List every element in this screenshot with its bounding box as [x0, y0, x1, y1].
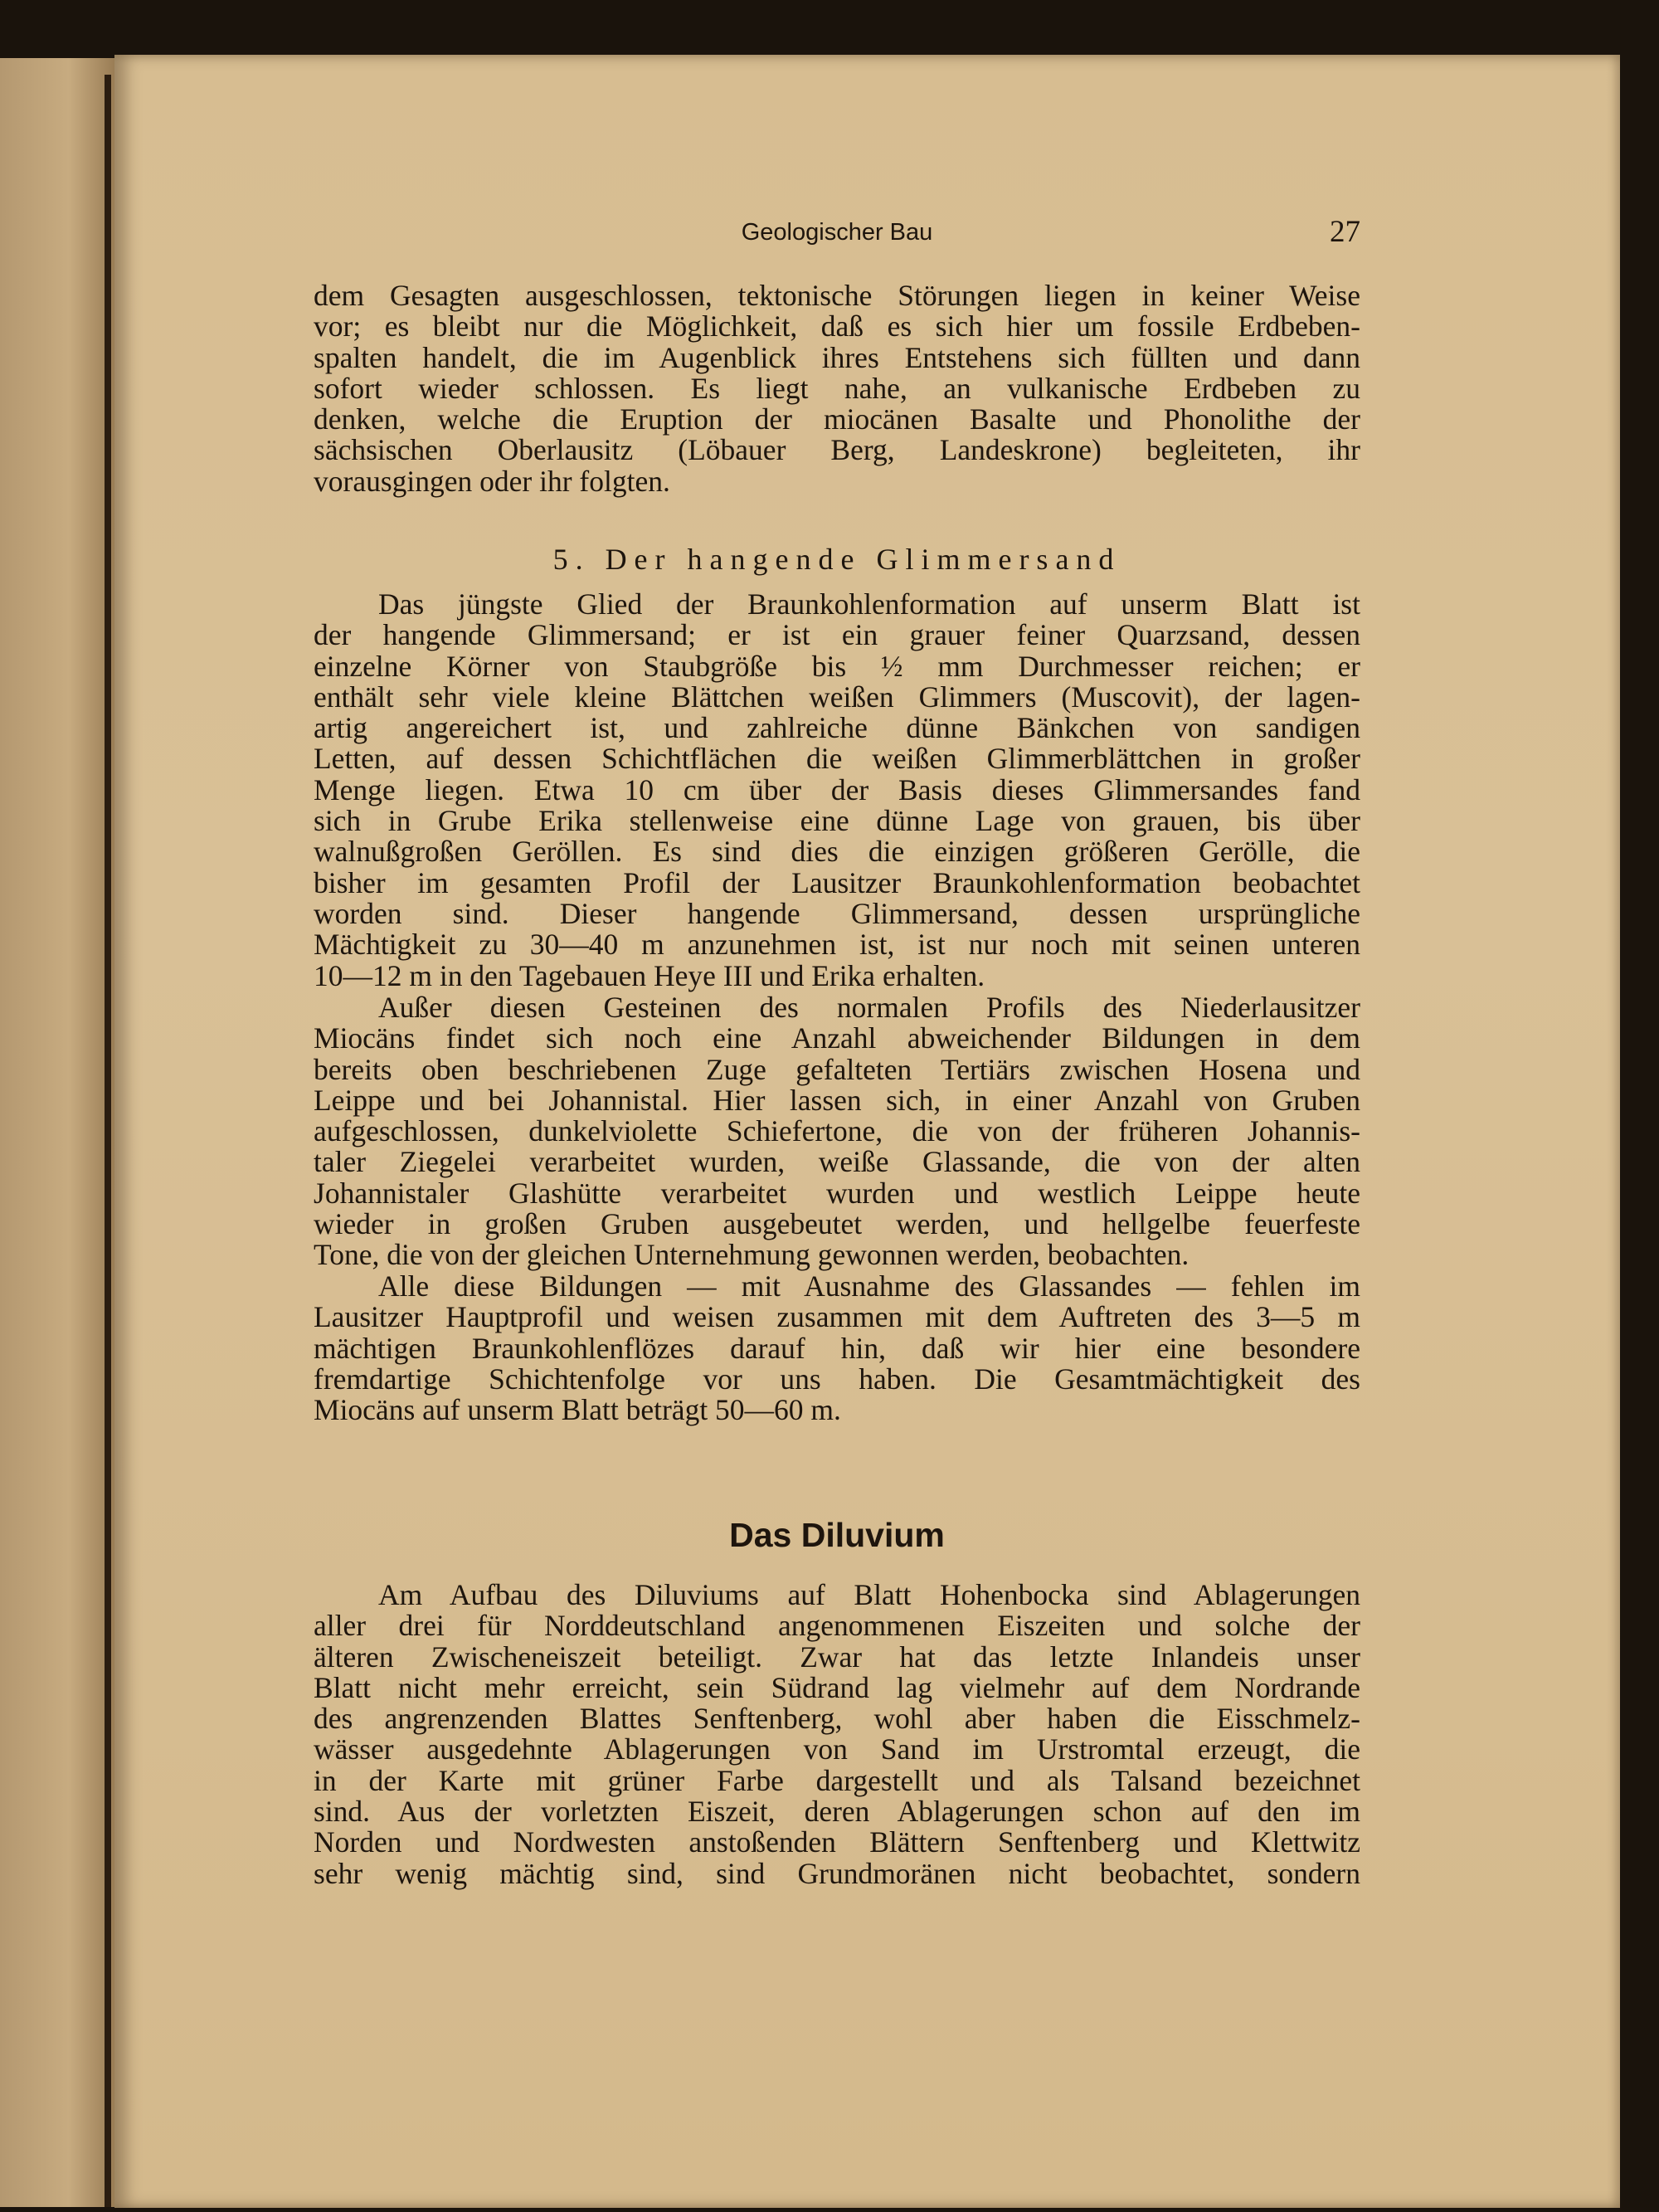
text-line: wieder in großen Gruben ausgebeutet werden, und hellgelbe feuerfeste: [314, 1207, 1360, 1241]
text-line: Mächtigkeit zu 30—40 m anzunehmen ist, ist nur noch mit seinen unteren: [314, 928, 1360, 962]
text-line: sind. Aus der vorletzten Eiszeit, deren Ablagerungen schon auf den im: [314, 1795, 1360, 1829]
text-line: artig angereichert ist, und zahlreiche dünne Bänkchen von sandigen: [314, 711, 1360, 745]
text-line: mächtigen Braunkohlenflözes darauf hin, daß wir hier eine besondere: [314, 1331, 1360, 1365]
text-line: 10—12 m in den Tagebauen Heye III und Erika erhalten.: [314, 958, 985, 992]
section-heading-block: [314, 1516, 1360, 1555]
text-line: des angrenzenden Blattes Senftenberg, wohl aber haben die Eisschmelz-: [314, 1702, 1360, 1736]
text-line: Das jüngste Glied der Braunkohlenformation auf unserm Blatt ist: [378, 587, 1360, 621]
paragraph-abweichende-bildungen: [314, 992, 1360, 1271]
text-line: denken, welche die Eruption der miocänen Basalte und Phonolithe der: [314, 402, 1360, 436]
text-line: Menge liegen. Etwa 10 cm über der Basis dieses Glimmersandes fand: [314, 772, 1360, 806]
text-line: älteren Zwischeneiszeit beteiligt. Zwar hat das letzte Inlandeis unser: [314, 1640, 1360, 1674]
text-line: vorausgingen oder ihr folgten.: [314, 464, 670, 498]
running-title: Geologischer Bau: [741, 219, 933, 246]
text-line: sehr wenig mächtig sind, sind Grundmoränen nicht beobachtet, sondern: [314, 1856, 1360, 1890]
text-line: Blatt nicht mehr erreicht, sein Südrand lag vielmehr auf dem Nordrande: [314, 1670, 1360, 1704]
text-line: worden sind. Dieser hangende Glimmersand, dessen ursprüngliche: [314, 896, 1360, 930]
text-line: der hangende Glimmersand; er ist ein grauer feiner Quarzsand, dessen: [314, 618, 1360, 652]
subsection-heading-block: [314, 542, 1360, 577]
text-line: Johannistaler Glashütte verarbeitet wurden und westlich Leippe heute: [314, 1176, 1360, 1210]
text-line: walnußgroßen Geröllen. Es sind dies die einzigen größeren Gerölle, die: [314, 835, 1360, 869]
paragraph-glimmersand: [314, 589, 1360, 992]
subsection-heading: 5. Der hangende Glimmersand: [552, 543, 1121, 576]
book-gutter: [105, 75, 111, 2207]
text-line: taler Ziegelei verarbeitet wurden, weiße Glassande, die von der alten: [314, 1145, 1360, 1179]
text-line: Außer diesen Gesteinen des normalen Profils des Niederlausitzer: [378, 991, 1360, 1024]
text-line: spalten handelt, die im Augenblick ihres Entstehens sich füllten und dann: [314, 340, 1360, 374]
text-line: Norden und Nordwesten anstoßenden Blättern Senftenberg und Klettwitz: [314, 1825, 1360, 1859]
paragraph-continuation: [314, 280, 1360, 497]
text-line: enthält sehr viele kleine Blättchen weißen Glimmers (Muscovit), der lagen-: [314, 680, 1360, 714]
paragraph-gesamtmaechtigkeit: [314, 1271, 1360, 1425]
section-heading: Das Diluvium: [729, 1516, 945, 1554]
text-line: Lausitzer Hauptprofil und weisen zusammen mit dem Auftreten des 3—5 m: [314, 1300, 1360, 1334]
paragraph-diluvium: [314, 1580, 1360, 1889]
text-line: wässer ausgedehnte Ablagerungen von Sand im Urstromtal erzeugt, die: [314, 1732, 1360, 1766]
text-line: Miocäns findet sich noch eine Anzahl abweichender Bildungen in dem: [314, 1021, 1360, 1055]
text-line: fremdartige Schichtenfolge vor uns haben. Die Gesamtmächtigkeit des: [314, 1362, 1360, 1396]
text-line: Am Aufbau des Diluviums auf Blatt Hohenbocka sind Ablagerungen: [378, 1578, 1360, 1611]
text-line: vor; es bleibt nur die Möglichkeit, daß es sich hier um fossile Erdbeben-: [314, 309, 1360, 343]
text-line: Tone, die von der gleichen Unternehmung gewonnen werden, beobachten.: [314, 1238, 1190, 1272]
text-line: aller drei für Norddeutschland angenommenen Eiszeiten und solche der: [314, 1609, 1360, 1643]
text-line: Leippe und bei Johannistal. Hier lassen sich, in einer Anzahl von Gruben: [314, 1083, 1360, 1117]
running-head: [314, 214, 1360, 256]
facing-page-edge: [0, 58, 114, 2207]
text-line: sofort wieder schlossen. Es liegt nahe, an vulkanische Erdbeben zu: [314, 371, 1360, 405]
text-line: sich in Grube Erika stellenweise eine dünne Lage von grauen, bis über: [314, 804, 1360, 838]
text-line: aufgeschlossen, dunkelviolette Schiefertone, die von der früheren Johannis-: [314, 1114, 1360, 1148]
text-line: Miocäns auf unserm Blatt beträgt 50—60 m.: [314, 1393, 841, 1427]
text-line: einzelne Körner von Staubgröße bis ½ mm Durchmesser reichen; er: [314, 649, 1360, 683]
text-line: dem Gesagten ausgeschlossen, tektonische Störungen liegen in keiner Weise: [314, 279, 1360, 312]
text-line: in der Karte mit grüner Farbe dargestellt und als Talsand bezeichnet: [314, 1763, 1360, 1797]
page-number: 27: [1330, 215, 1360, 249]
text-line: bereits oben beschriebenen Zuge gefalteten Tertiärs zwischen Hosena und: [314, 1052, 1360, 1086]
text-line: bisher im gesamten Profil der Lausitzer Braunkohlenformation beobachtet: [314, 865, 1360, 899]
text-line: Alle diese Bildungen — mit Ausnahme des Glassandes — fehlen im: [378, 1269, 1360, 1303]
text-line: Letten, auf dessen Schichtflächen die weißen Glimmerblättchen in großer: [314, 742, 1360, 776]
text-line: sächsischen Oberlausitz (Löbauer Berg, Landeskrone) begleiteten, ihr: [314, 433, 1360, 467]
